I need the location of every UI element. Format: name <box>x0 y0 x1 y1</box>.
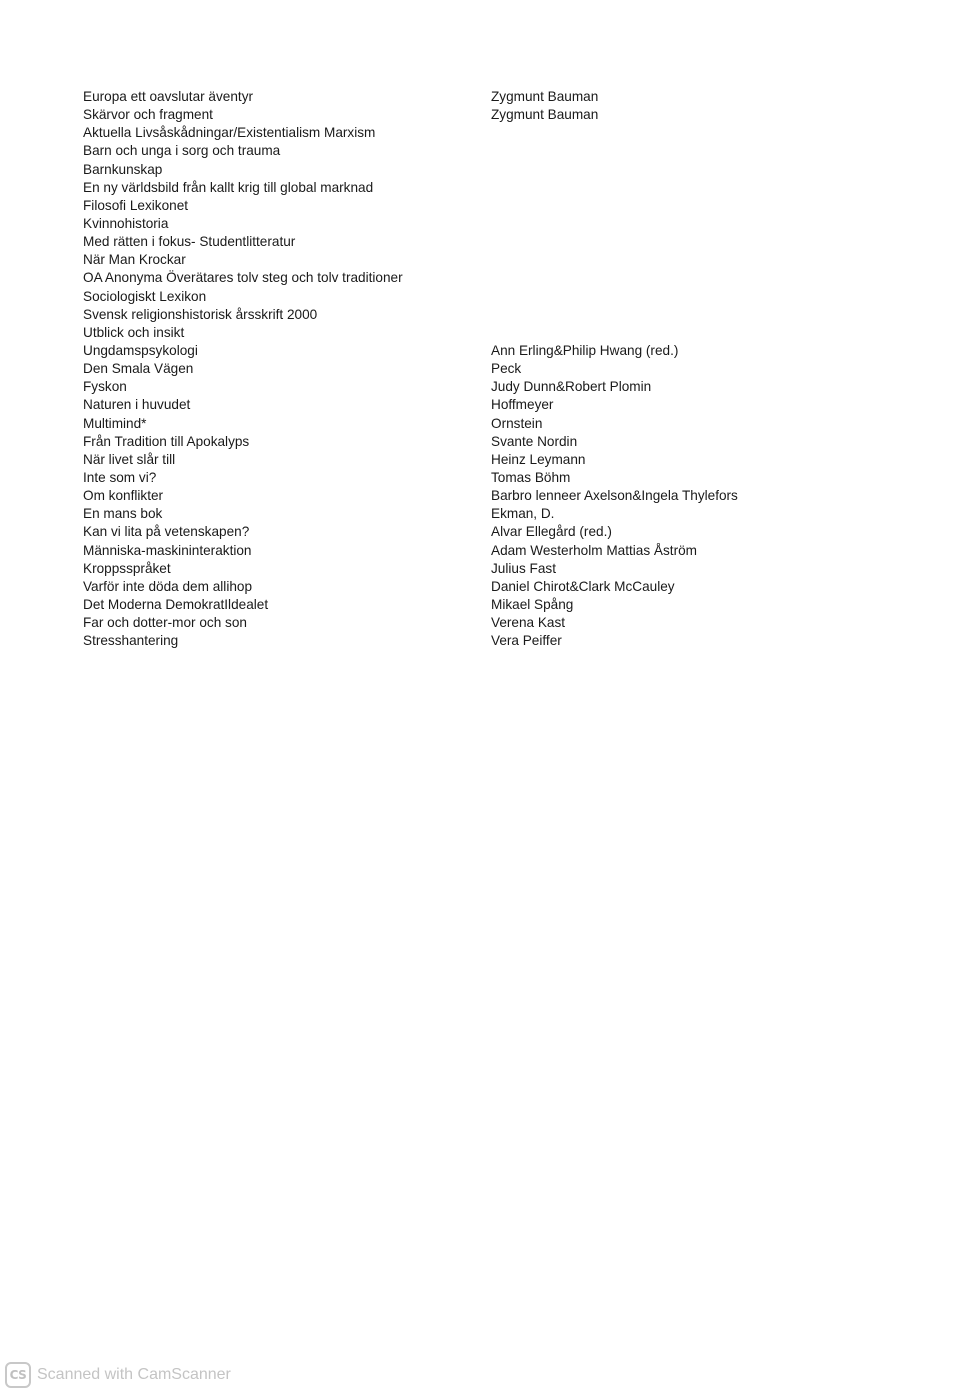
book-row <box>83 433 883 451</box>
book-author: Zygmunt Bauman <box>491 107 599 123</box>
book-row <box>83 578 883 596</box>
book-author: Zygmunt Bauman <box>491 89 599 104</box>
book-author: Adam Westerholm Mattias Åström <box>491 542 697 558</box>
book-title: Kan vi lita på vetenskapen? <box>83 524 250 540</box>
book-author <box>491 197 881 215</box>
book-row <box>83 88 883 106</box>
book-list <box>83 88 883 650</box>
book-title: Naturen i huvudet <box>83 397 191 413</box>
book-author: Svante Nordin <box>491 433 578 449</box>
book-title: Aktuella Livsåskådningar/Existentialism Marxism <box>83 125 376 141</box>
book-title: Filosofi Lexikonet <box>83 197 189 213</box>
book-author: Peck <box>491 361 522 377</box>
book-title: Sociologiskt Lexikon <box>83 288 207 304</box>
book-title: Svensk religionshistorisk årsskrift 2000 <box>83 306 318 322</box>
book-author: Tomas Böhm <box>491 469 571 485</box>
book-row <box>83 415 883 433</box>
book-author: Mikael Spång <box>491 596 574 612</box>
book-author <box>491 161 881 179</box>
book-row <box>83 632 883 650</box>
book-row <box>83 179 883 197</box>
book-title: När Man Krockar <box>83 252 186 268</box>
book-title: Varför inte döda dem allihop <box>83 578 253 594</box>
book-author: Ann Erling&Philip Hwang (red.) <box>491 342 679 358</box>
book-title: Med rätten i fokus- Studentlitteratur <box>83 234 296 250</box>
book-title: Ungdamspsykologi <box>83 342 198 358</box>
book-row <box>83 614 883 632</box>
book-title: Människa-maskininteraktion <box>83 542 252 558</box>
book-author: Vera Peiffer <box>491 633 562 649</box>
book-title: Inte som vi? <box>83 469 157 485</box>
book-row <box>83 596 883 614</box>
book-title: En mans bok <box>83 506 163 522</box>
book-title: Kroppsspråket <box>83 560 171 576</box>
book-row <box>83 288 883 306</box>
book-row <box>83 487 883 505</box>
book-author <box>491 251 881 269</box>
book-author: Verena Kast <box>491 615 566 631</box>
book-author <box>491 124 881 142</box>
book-author <box>491 324 881 342</box>
book-title: Skärvor och fragment <box>83 107 213 123</box>
book-row <box>83 378 883 396</box>
book-author: Ekman, D. <box>491 506 555 522</box>
book-row <box>83 124 883 142</box>
book-title: Barn och unga i sorg och trauma <box>83 143 281 159</box>
book-author: Daniel Chirot&Clark McCauley <box>491 578 675 594</box>
book-row <box>83 451 883 469</box>
book-row <box>83 469 883 487</box>
book-title: Från Tradition till Apokalyps <box>83 433 250 449</box>
book-author: Ornstein <box>491 415 543 431</box>
book-title: När livet slår till <box>83 451 176 467</box>
book-row <box>83 505 883 523</box>
book-title: Fyskon <box>83 379 127 395</box>
book-row <box>83 269 883 287</box>
book-author: Julius Fast <box>491 560 556 576</box>
book-author <box>491 179 881 197</box>
book-row <box>83 251 883 269</box>
book-author <box>491 233 881 251</box>
book-author: Judy Dunn&Robert Plomin <box>491 379 652 395</box>
book-row <box>83 342 883 360</box>
book-title: Barnkunskap <box>83 161 163 177</box>
book-author: Alvar Ellegård (red.) <box>491 524 612 540</box>
book-title: Om konflikter <box>83 488 164 504</box>
book-title: Kvinnohistoria <box>83 215 169 231</box>
book-row <box>83 523 883 541</box>
book-row <box>83 161 883 179</box>
camscanner-logo-icon: CS <box>5 1362 31 1388</box>
book-title: En ny världsbild från kallt krig till global marknad <box>83 179 374 195</box>
book-row <box>83 360 883 378</box>
book-title: Den Smala Vägen <box>83 361 194 377</box>
book-row <box>83 233 883 251</box>
book-title: OA Anonyma Överätares tolv steg och tolv traditioner <box>83 270 403 286</box>
book-row <box>83 215 883 233</box>
book-author: Heinz Leymann <box>491 451 586 467</box>
book-author: Hoffmeyer <box>491 397 554 413</box>
book-row <box>83 542 883 560</box>
book-title: Europa ett oavslutar äventyr <box>83 89 254 104</box>
camscanner-watermark <box>5 1361 231 1389</box>
book-author <box>491 142 881 160</box>
book-author <box>491 288 881 306</box>
book-author <box>491 269 881 287</box>
book-author <box>491 306 881 324</box>
book-row <box>83 560 883 578</box>
book-title: Stresshantering <box>83 633 179 649</box>
book-row <box>83 306 883 324</box>
book-row <box>83 142 883 160</box>
book-title: Utblick och insikt <box>83 324 185 340</box>
watermark-text: Scanned with CamScanner <box>37 1366 231 1383</box>
book-author <box>491 215 881 233</box>
book-row <box>83 106 883 124</box>
book-row <box>83 396 883 414</box>
book-author: Barbro lenneer Axelson&Ingela Thylefors <box>491 488 738 504</box>
book-title: Multimind* <box>83 415 147 431</box>
book-title: Det Moderna DemokratIldealet <box>83 596 269 612</box>
book-title: Far och dotter-mor och son <box>83 615 247 631</box>
book-row <box>83 324 883 342</box>
book-row <box>83 197 883 215</box>
